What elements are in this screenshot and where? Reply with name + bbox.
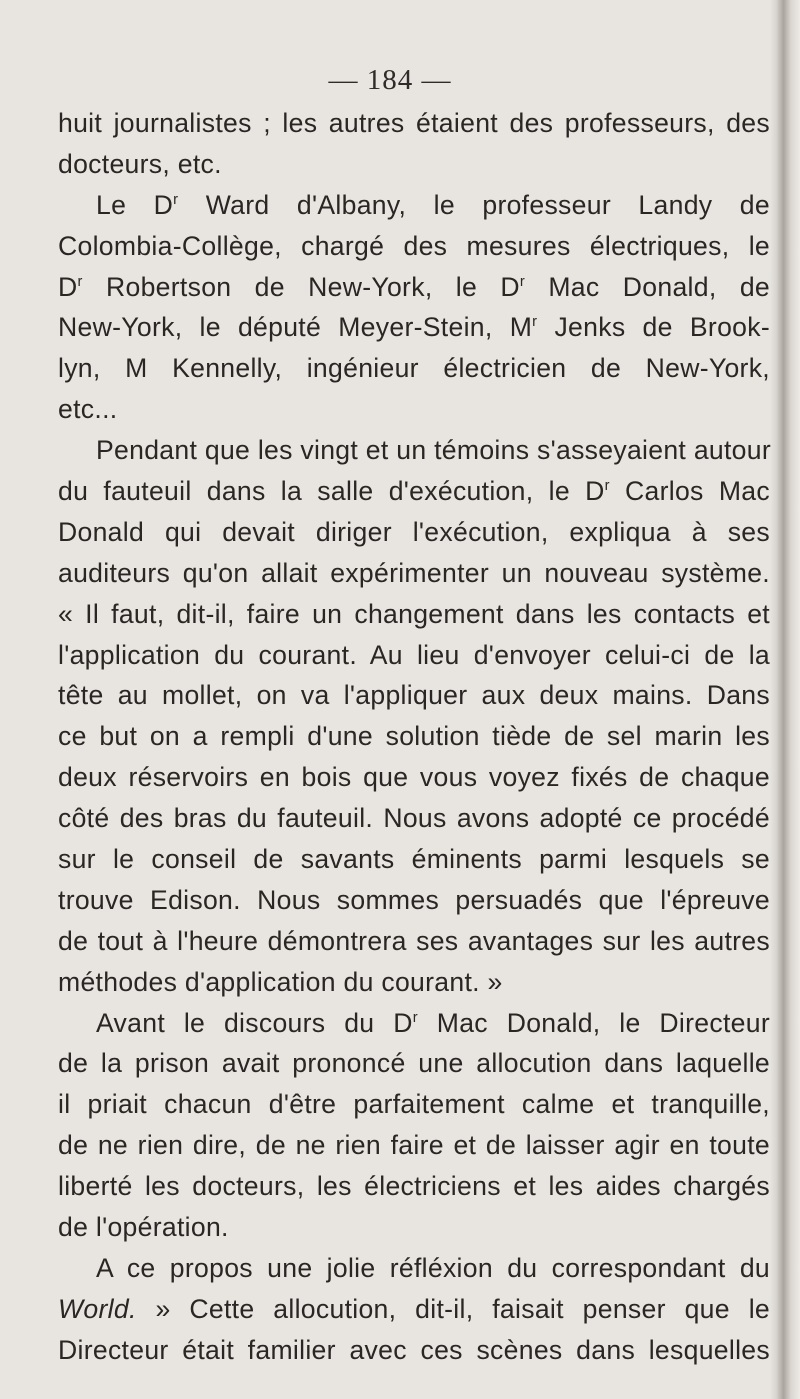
- text-line: Le $D^r$ Ward d'Albany, le professeur Landy de: [96, 189, 770, 220]
- text-line: Colombia-Collège, chargé des mesures électriques, le: [58, 230, 770, 261]
- text-line-world: World. » Cette allocution, dit-il, faisait penser que le: [58, 1293, 770, 1324]
- title-abbreviation-superscript: r: [519, 273, 526, 290]
- text-line: Donald qui devait diriger l'exécution, expliqua à ses: [58, 516, 770, 547]
- text-line: sur le conseil de savants éminents parmi lesquels se: [58, 844, 770, 875]
- title-abbreviation-superscript: r: [173, 191, 179, 208]
- page-edge-shadow: [770, 0, 800, 1399]
- title-abbreviation-superscript: r: [77, 273, 83, 290]
- text-line: New-York, le député Meyer-Stein, $M^r$ Jenks de Brook-: [58, 312, 770, 343]
- text-line: trouve Edison. Nous sommes persuadés que l'épreuve: [58, 884, 770, 915]
- text-line: docteurs, etc.: [58, 148, 222, 179]
- text-line: il priait chacun d'être parfaitement calme et tranquille,: [58, 1089, 770, 1120]
- title-abbreviation-superscript: r: [604, 478, 610, 495]
- text-line: tête au mollet, on va l'appliquer aux deux mains. Dans: [58, 680, 770, 711]
- text-line: Avant le discours du $D^r$ Mac Donald, le Directeur: [96, 1007, 770, 1038]
- text-line: auditeurs qu'on allait expérimenter un nouveau système.: [58, 557, 770, 588]
- text-line: du fauteuil dans la salle d'exécution, le $D^r$ Carlos Mac: [58, 476, 770, 507]
- text-line: Directeur était familier avec ces scènes dans lesquelles: [58, 1334, 770, 1365]
- text-line: etc...: [58, 394, 118, 425]
- text-line: de tout à l'heure démontrera ses avantages sur les autres: [58, 925, 770, 956]
- text-line: liberté les docteurs, les électriciens et les aides chargés: [58, 1171, 770, 1202]
- newspaper-title: World.: [58, 1293, 137, 1324]
- text-line: méthodes d'application du courant. »: [58, 966, 503, 997]
- text-line: Pendant que les vingt et un témoins s'asseyaient autour: [96, 435, 772, 466]
- text-line: ce but on a rempli d'une solution tiède de sel marin les: [58, 721, 770, 752]
- text-line: lyn, M Kennelly, ingénieur électricien de New-York,: [58, 353, 770, 384]
- text-line: l'application du courant. Au lieu d'envoyer celui-ci de la: [58, 639, 770, 670]
- body-text: [58, 103, 770, 1371]
- title-abbreviation-superscript: r: [412, 1009, 418, 1026]
- text-line: côté des bras du fauteuil. Nous avons adopté ce procédé: [58, 803, 770, 834]
- text-line: deux réservoirs en bois que vous voyez fixés de chaque: [58, 762, 770, 793]
- text-line: « Il faut, dit-il, faire un changement dans les contacts et: [58, 598, 770, 629]
- text-line: huit journalistes ; les autres étaient des professeurs, des: [58, 108, 770, 138]
- text-line: $D^r$ Robertson de New-York, le $D^r$ Mac Donald, de: [58, 271, 770, 302]
- text-line: de l'opération.: [58, 1212, 229, 1243]
- page-number: — 184 —: [328, 64, 452, 96]
- title-abbreviation-superscript: r: [532, 314, 538, 331]
- text-line: de la prison avait prononcé une allocution dans laquelle: [58, 1048, 770, 1079]
- text-line: de ne rien dire, de ne rien faire et de laisser agir en toute: [58, 1130, 770, 1161]
- text-line: A ce propos une jolie réfléxion du correspondant du: [96, 1252, 770, 1283]
